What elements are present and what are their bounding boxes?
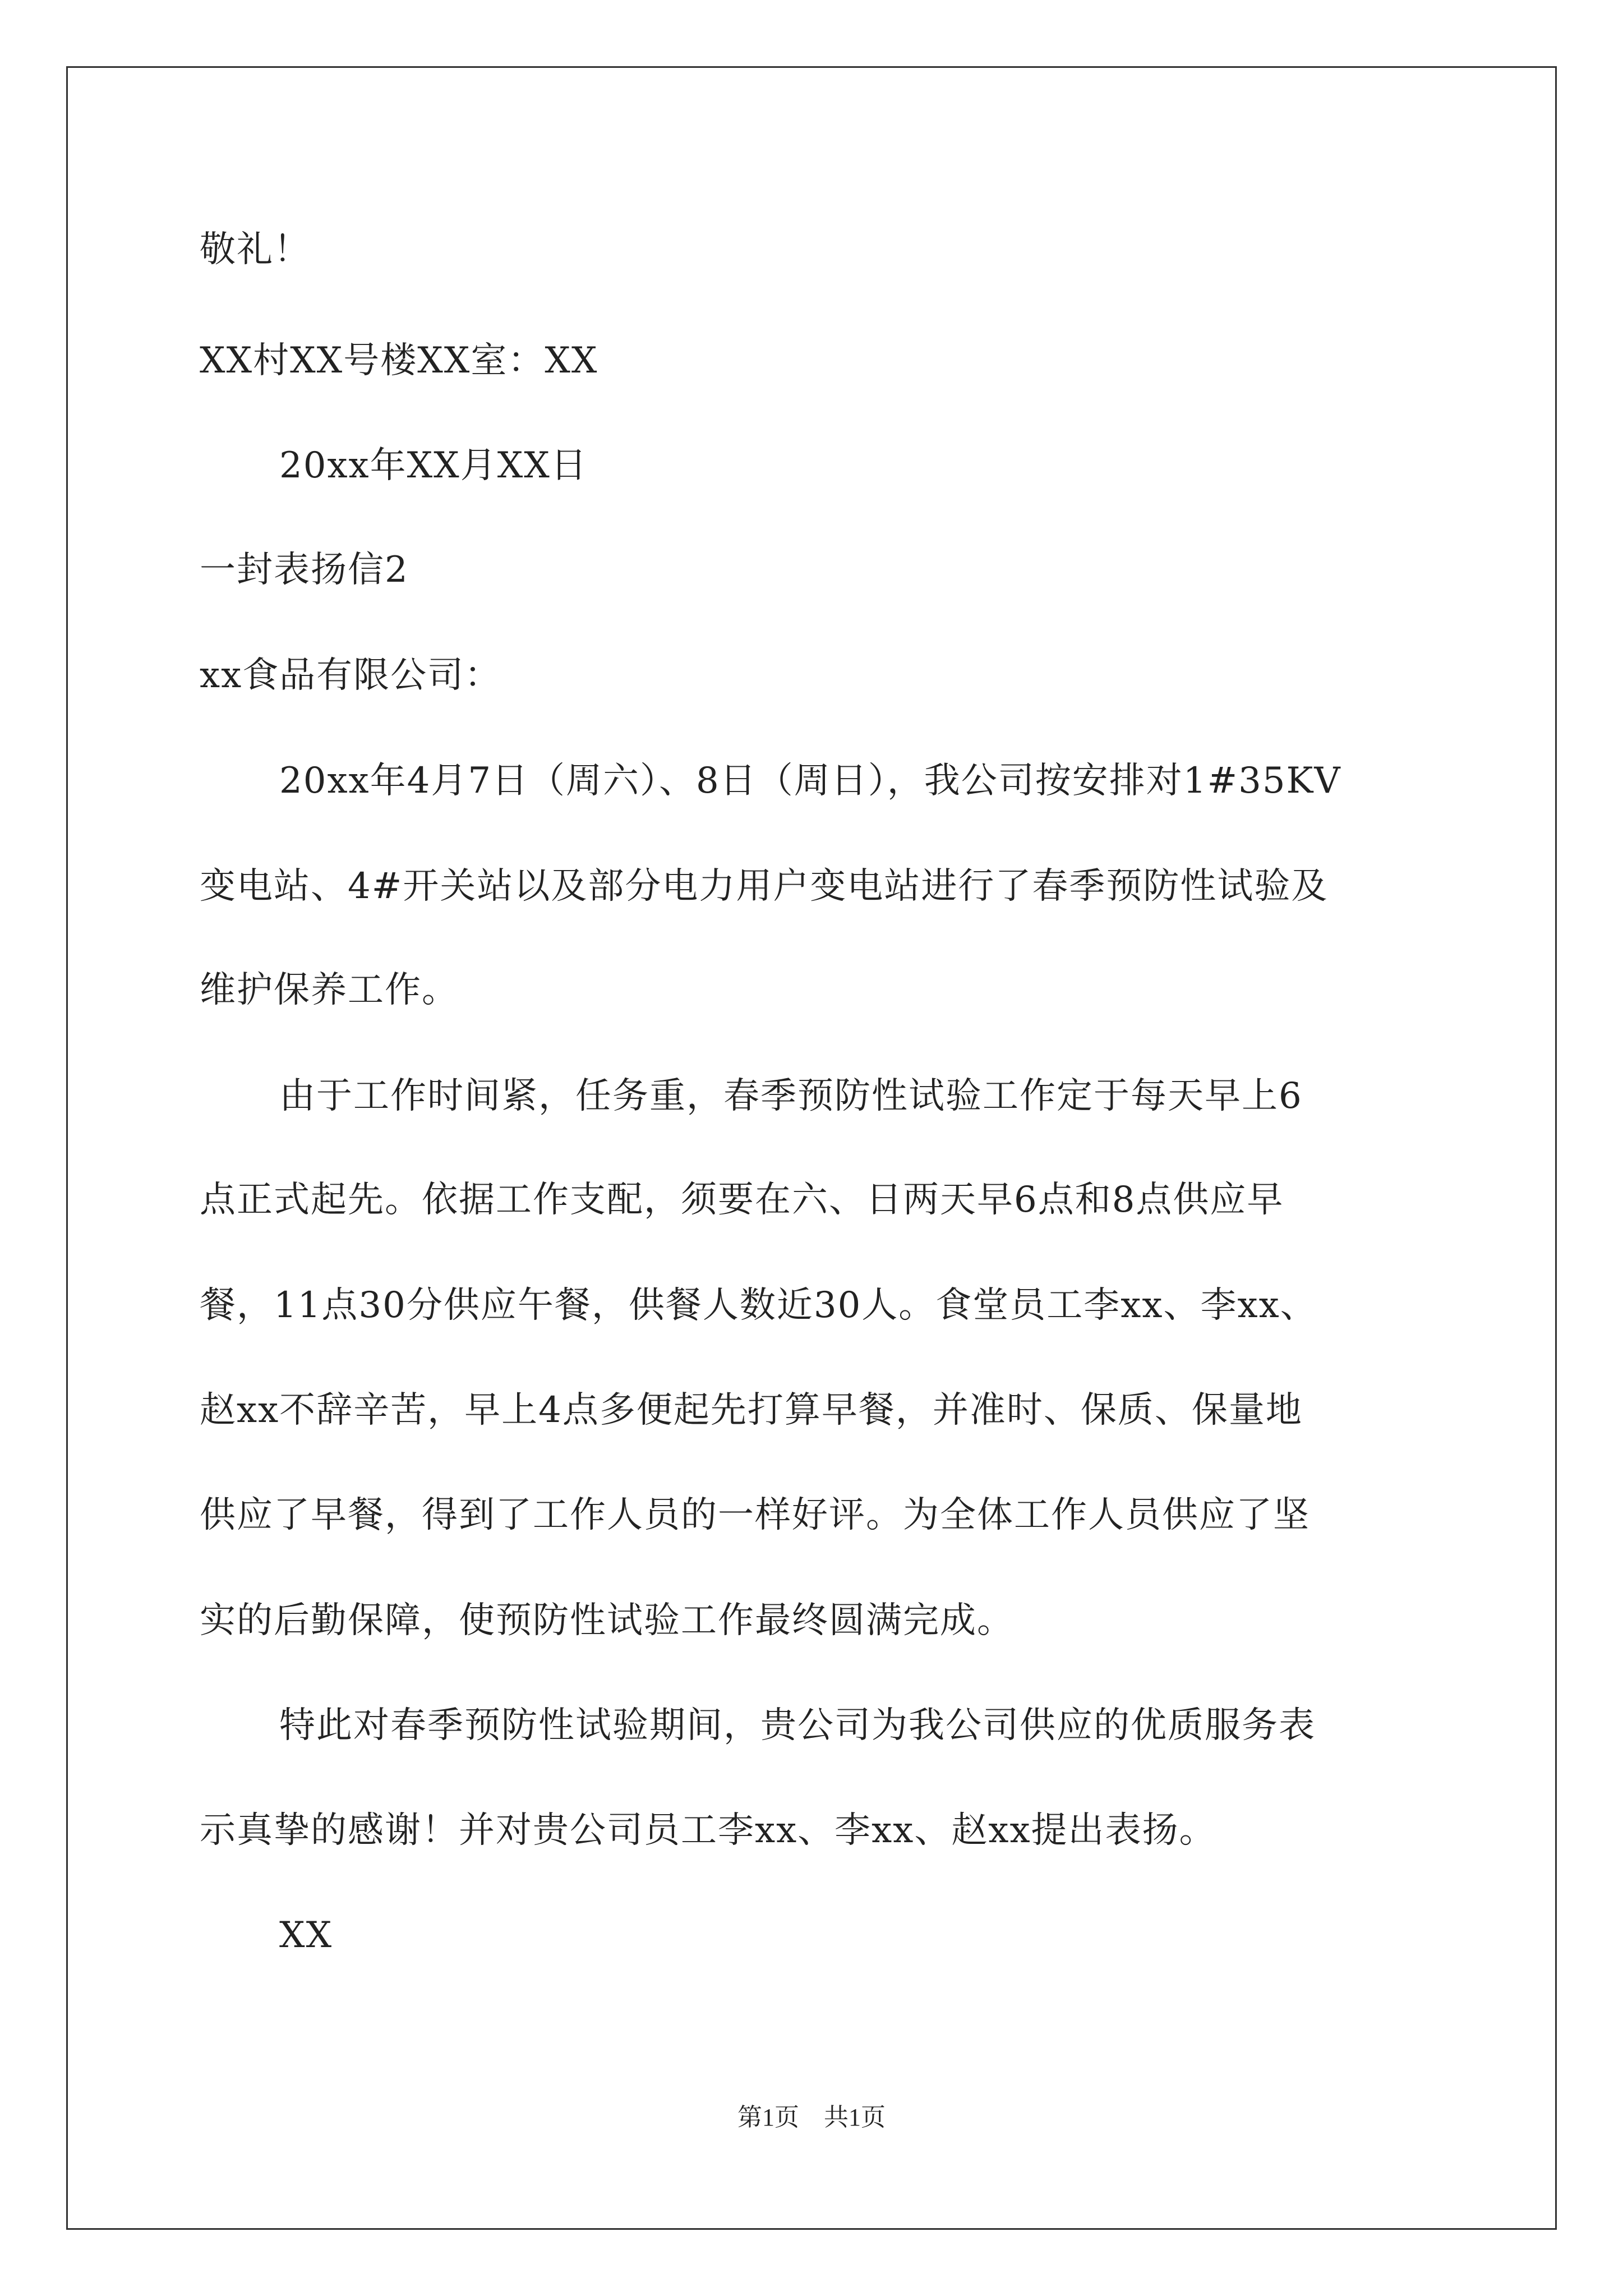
paragraph-line: 点正式起先。依据工作支配，须要在六、日两天早6点和8点供应早 (200, 1179, 1284, 1221)
closing-salutation: 敬礼！ (200, 229, 311, 270)
paragraph-line: 赵xx不辞辛苦，早上4点多便起先打算早餐，并准时、保质、保量地 (200, 1389, 1303, 1431)
paragraph-line: 餐，11点30分供应午餐，供餐人数近30人。食堂员工李xx、李xx、 (200, 1285, 1317, 1326)
letter-recipient: xx食品有限公司： (200, 655, 502, 696)
paragraph-line: 示真挚的感谢！并对贵公司员工李xx、李xx、赵xx提出表扬。 (200, 1810, 1216, 1851)
paragraph-line: 变电站、4#开关站以及部分电力用户变电站进行了春季预防性试验及 (200, 866, 1329, 907)
page-number: 第1页 共1页 (737, 2104, 886, 2131)
letter-title: 一封表扬信2 (200, 549, 409, 591)
paragraph-line: 由于工作时间紧，任务重，春季预防性试验工作定于每天早上6 (279, 1075, 1303, 1117)
page-border (66, 66, 1557, 2230)
letter-signature: XX (279, 1915, 333, 1956)
paragraph-line: 供应了早餐，得到了工作人员的一样好评。为全体工作人员供应了坚 (200, 1494, 1310, 1536)
paragraph-line: 特此对春季预防性试验期间，贵公司为我公司供应的优质服务表 (279, 1705, 1316, 1746)
letter-date: 20xx年XX月XX日 (279, 445, 588, 486)
paragraph-line: 维护保养工作。 (200, 969, 459, 1011)
sender-address: XX村XX号楼XX室：XX (200, 340, 598, 381)
paragraph-line: 20xx年4月7日（周六）、8日（周日），我公司按安排对1#35KV (279, 760, 1341, 802)
paragraph-line: 实的后勤保障，使预防性试验工作最终圆满完成。 (200, 1600, 1014, 1641)
